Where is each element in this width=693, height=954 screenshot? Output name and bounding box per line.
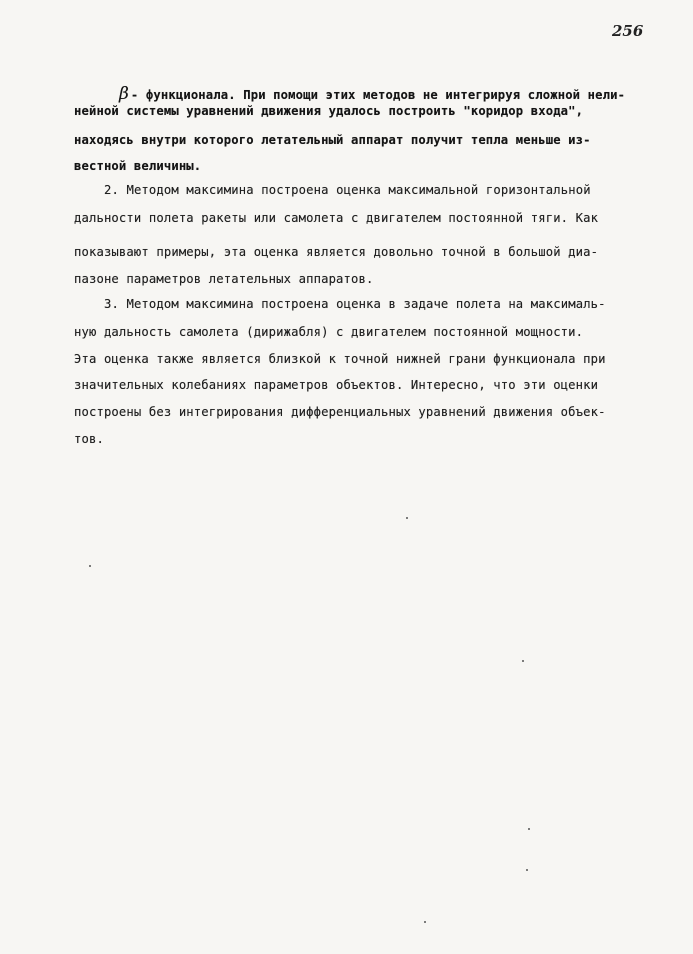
text-line: дальности полета ракеты или самолета с двигателем постоянной тяги. Как <box>74 211 599 225</box>
text-line: пазоне параметров летательных аппаратов. <box>74 272 374 286</box>
text-line: нейной системы уравнений движения удалось построить "коридор входа", <box>74 104 584 118</box>
page-number: 256 <box>612 22 644 40</box>
text-line: 3. Методом максимина построена оценка в задаче полета на максималь- <box>104 297 606 311</box>
text-line: ную дальность самолета (дирижабля) с двигателем постоянной мощности. <box>74 325 584 339</box>
text-line: находясь внутри которого летательный аппарат получит тепла меньше из- <box>74 133 591 147</box>
scan-speck <box>424 921 426 923</box>
scan-speck <box>89 565 91 567</box>
text-line: 2. Методом максимина построена оценка максимальной горизонтальной <box>104 183 591 197</box>
text-line: построены без интегрирования дифференциальных уравнений движения объек- <box>74 405 606 419</box>
beta-symbol: β <box>118 84 129 105</box>
text-line: значительных колебаниях параметров объектов. Интересно, что эти оценки <box>74 378 599 392</box>
text-line: Эта оценка также является близкой к точной нижней грани функционала при <box>74 352 606 366</box>
scan-speck <box>528 828 530 830</box>
scan-speck <box>526 869 528 871</box>
scan-speck <box>406 517 408 519</box>
text-line: вестной величины. <box>74 159 202 173</box>
text-line: тов. <box>74 432 104 446</box>
line-text: - функционала. При помощи этих методов не интегрируя сложной нели- <box>130 88 626 103</box>
scan-speck <box>522 660 524 662</box>
text-line: показывают примеры, эта оценка является довольно точной в большой диа- <box>74 245 599 259</box>
